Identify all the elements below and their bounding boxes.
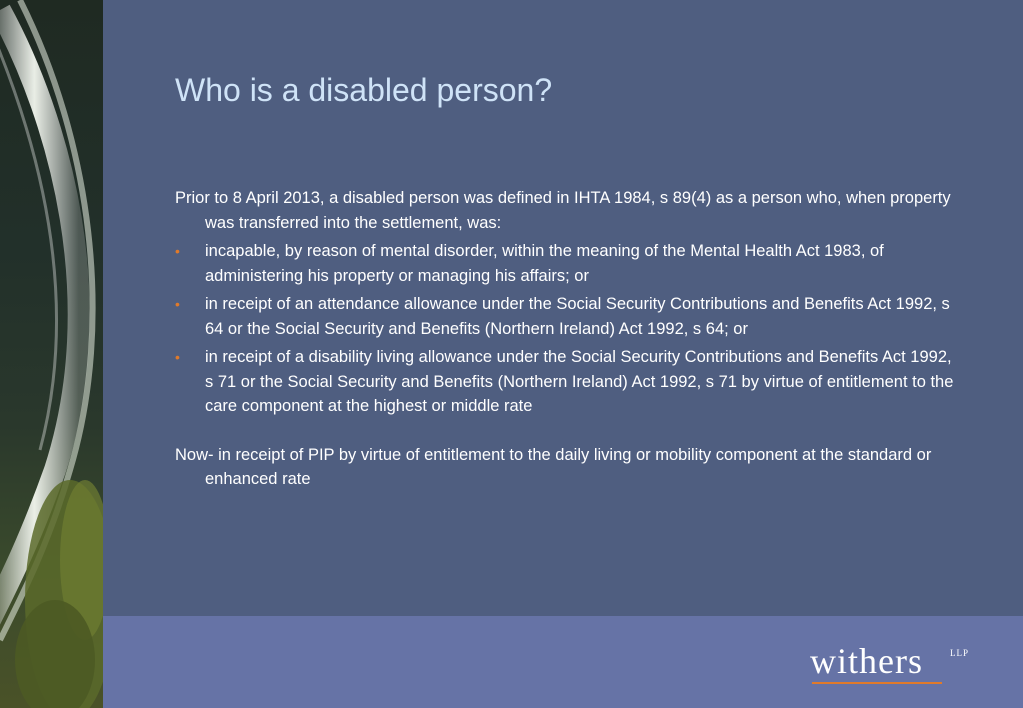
- slide-title: Who is a disabled person?: [175, 72, 553, 108]
- light-trail-graphic: [0, 0, 103, 708]
- list-item-text: incapable, by reason of mental disorder, within the meaning of the Mental Health Act 1983, of administering his property or managing his affairs; or: [205, 242, 884, 285]
- list-item: [175, 292, 960, 341]
- decorative-side-photo: [0, 0, 103, 708]
- withers-logo: [810, 640, 975, 690]
- list-item-text: in receipt of an attendance allowance under the Social Security Contributions and Benefits Act 1992, s 64 or the Social Security and Benefits (Northern Ireland) Act 1992, s 64; or: [205, 295, 950, 338]
- now-paragraph: Now- in receipt of PIP by virtue of entitlement to the daily living or mobility component at the standard or enhanced rate: [175, 445, 932, 488]
- logo-wordmark: withers: [810, 641, 923, 681]
- list-item: [175, 239, 960, 288]
- intro-paragraph: Prior to 8 April 2013, a disabled person was defined in IHTA 1984, s 89(4) as a person who, when property was transferred into the settlement, was:: [175, 189, 951, 232]
- bullet-icon: •: [175, 349, 180, 365]
- bullet-icon: •: [175, 243, 180, 259]
- logo-suffix: LLP: [950, 648, 970, 658]
- logo-underline: [812, 682, 942, 684]
- list-item-text: in receipt of a disability living allowance under the Social Security Contributions and Benefits Act 1992, s 71 or the Social Security and Benefits (Northern Ireland) Act 1992, s 71 by virtue of entitlement to the care component at the highest or middle rate: [205, 348, 954, 415]
- criteria-list: [175, 239, 960, 419]
- bullet-icon: •: [175, 296, 180, 312]
- slide-text: [175, 186, 960, 492]
- list-item: [175, 345, 960, 419]
